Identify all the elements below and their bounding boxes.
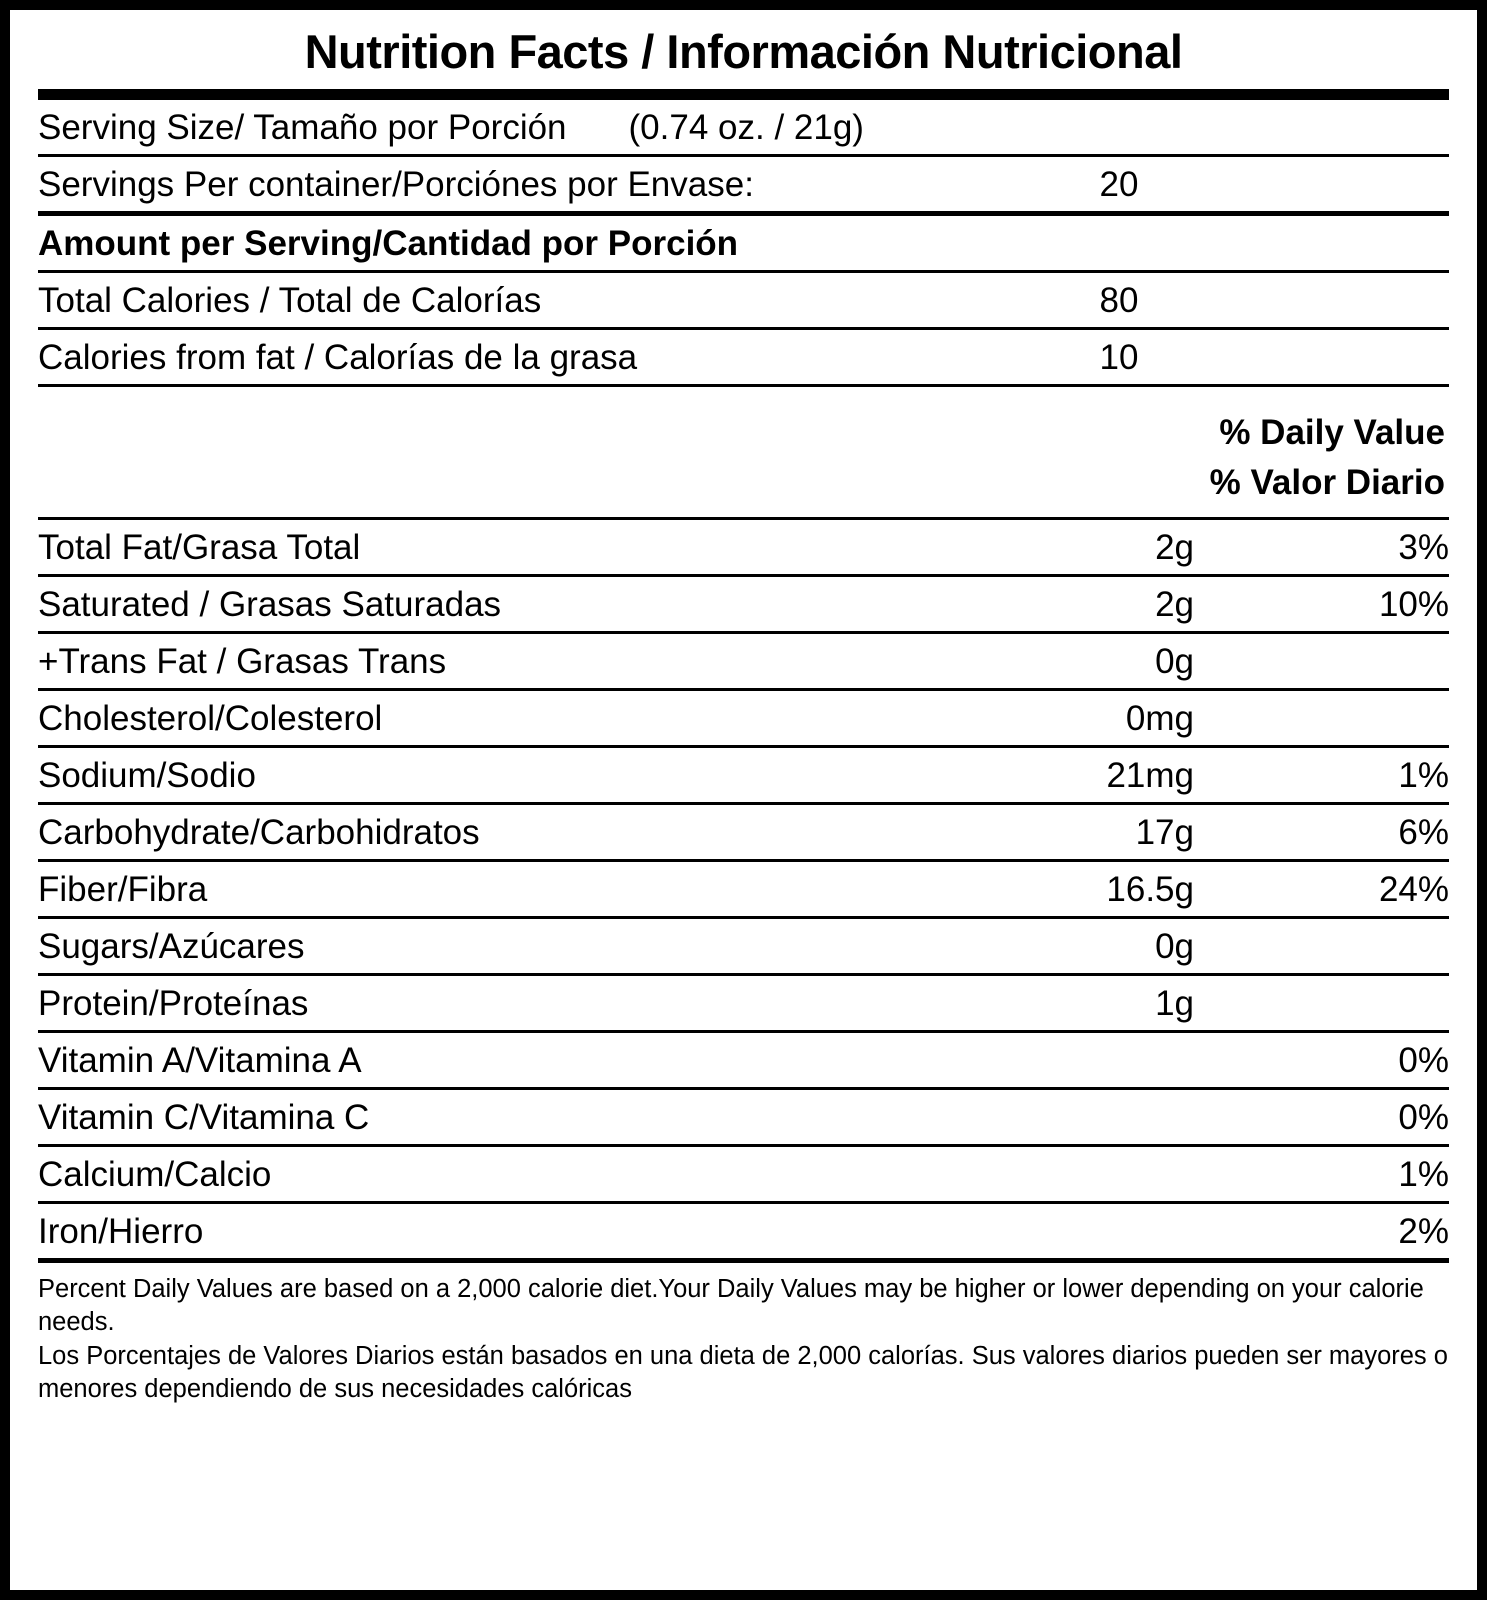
- table-row: [38, 577, 1449, 631]
- calories-from-fat-value: 10: [1099, 338, 1139, 377]
- calories-from-fat-row: [38, 330, 1449, 384]
- nutrient-dv: 6%: [1398, 813, 1449, 852]
- nutrient-name: +Trans Fat / Grasas Trans: [38, 642, 447, 681]
- nutrient-dv: 0%: [1398, 1041, 1449, 1080]
- footnote-spanish: Los Porcentajes de Valores Diarios están basados en una dieta de 2,000 calorías. Sus valores diarios pueden ser mayores o menores dependiendo de sus necesidades calóricas: [38, 1342, 1448, 1403]
- servings-per-container-value: 20: [1099, 165, 1139, 204]
- nutrient-amount: 0g: [1155, 642, 1194, 681]
- serving-size-value: (0.74 oz. / 21g): [628, 108, 864, 147]
- nutrient-amount: 0g: [1155, 927, 1194, 966]
- nutrient-name: Calcium/Calcio: [38, 1155, 272, 1194]
- table-row: [38, 1204, 1449, 1258]
- footnote-english: Percent Daily Values are based on a 2,000 calorie diet.Your Daily Values may be higher or lower depending on your calorie needs.: [38, 1275, 1424, 1336]
- total-calories-value: 80: [1099, 281, 1139, 320]
- servings-per-container-row: [38, 157, 1449, 211]
- divider-thick: [38, 89, 1449, 100]
- nutrient-dv: 24%: [1378, 870, 1449, 909]
- nutrient-dv: 0%: [1398, 1098, 1449, 1137]
- nutrient-dv: 3%: [1398, 528, 1449, 567]
- serving-size-label: Serving Size/ Tamaño por Porción: [38, 108, 567, 147]
- table-row: [38, 691, 1449, 745]
- nutrient-dv: 1%: [1398, 756, 1449, 795]
- table-row: [38, 1147, 1449, 1201]
- nutrient-rows: [38, 520, 1449, 1263]
- nutrient-name: Saturated / Grasas Saturadas: [38, 585, 502, 624]
- serving-size-row: [38, 100, 1449, 154]
- amount-per-serving-label: Amount per Serving/Cantidad por Porción: [38, 224, 739, 263]
- table-row: [38, 862, 1449, 916]
- table-row: [38, 1090, 1449, 1144]
- footnote-block: [38, 1263, 1449, 1406]
- table-row: [38, 634, 1449, 688]
- daily-value-header-en: % Daily Value: [1219, 413, 1445, 452]
- nutrient-amount: 16.5g: [1106, 870, 1194, 909]
- nutrient-amount: 21mg: [1106, 756, 1194, 795]
- total-calories-row: [38, 273, 1449, 327]
- calories-from-fat-label: Calories from fat / Calorías de la grasa: [38, 338, 638, 377]
- nutrient-dv: 1%: [1398, 1155, 1449, 1194]
- nutrient-amount: 0mg: [1125, 699, 1194, 738]
- nutrient-name: Iron/Hierro: [38, 1212, 204, 1251]
- nutrient-name: Sugars/Azúcares: [38, 927, 305, 966]
- nutrient-amount: 1g: [1155, 984, 1194, 1023]
- total-calories-label: Total Calories / Total de Calorías: [38, 281, 542, 320]
- table-row: [38, 976, 1449, 1030]
- nutrient-name: Carbohydrate/Carbohidratos: [38, 813, 480, 852]
- servings-per-container-label: Servings Per container/Porciónes por Envase:: [38, 165, 754, 204]
- nutrient-amount: 2g: [1155, 528, 1194, 567]
- nutrient-name: Total Fat/Grasa Total: [38, 528, 361, 567]
- daily-value-header-es: % Valor Diario: [1209, 463, 1445, 502]
- table-row: [38, 520, 1449, 574]
- nutrient-dv: 2%: [1398, 1212, 1449, 1251]
- nutrient-name: Sodium/Sodio: [38, 756, 256, 795]
- table-row: [38, 748, 1449, 802]
- nutrient-name: Protein/Proteínas: [38, 984, 309, 1023]
- nutrient-name: Vitamin C/Vitamina C: [38, 1098, 370, 1137]
- nutrient-amount: 2g: [1155, 585, 1194, 624]
- nutrient-name: Fiber/Fibra: [38, 870, 208, 909]
- table-row: [38, 919, 1449, 973]
- amount-per-serving-row: [38, 216, 1449, 270]
- nutrient-name: Vitamin A/Vitamina A: [38, 1041, 362, 1080]
- table-row: [38, 1033, 1449, 1087]
- table-row: [38, 805, 1449, 859]
- nutrient-amount: 17g: [1135, 813, 1194, 852]
- nutrient-dv: 10%: [1378, 585, 1449, 624]
- nutrient-name: Cholesterol/Colesterol: [38, 699, 383, 738]
- panel-title: Nutrition Facts / Información Nutricional: [304, 25, 1183, 78]
